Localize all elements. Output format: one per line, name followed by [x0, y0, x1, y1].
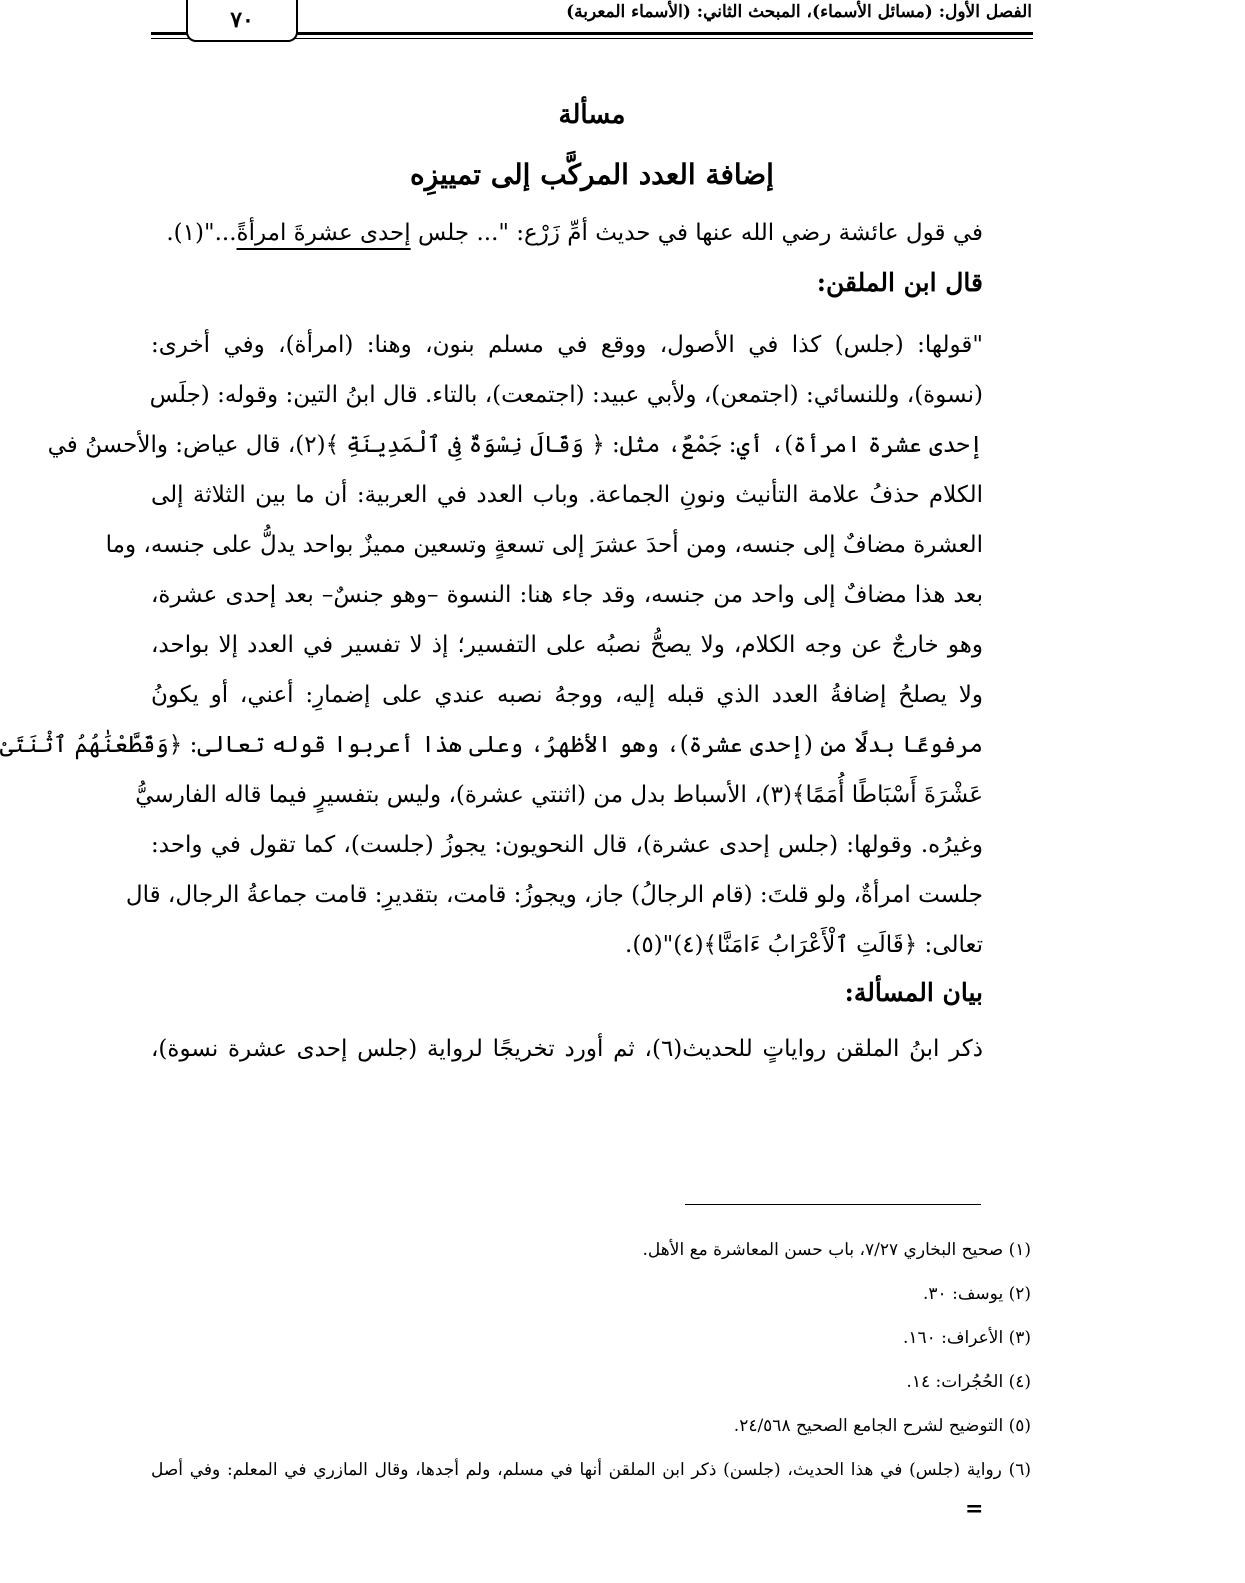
heading-quote: قال ابن الملقن: [816, 268, 983, 297]
footnotes [151, 1228, 1031, 1492]
main-text [0, 208, 984, 1074]
continuation-mark: = [965, 1496, 984, 1522]
quote-line: (نسوة)، وللنسائي: (اجتمعن)، ولأبي عبيد: (اجتمعت)، بالتاء. قال ابنُ التين: وقوله: (جلَس [149, 382, 983, 408]
footnote-separator [685, 1204, 981, 1205]
heading-explanation: بيان المسألة: [844, 978, 983, 1007]
footnote: (٣) الأعراف: ١٦٠. [902, 1328, 1031, 1348]
intro-pre: في قول عائشة رضي الله عنها في حديث أمِّ زَرْع: "... جلس [410, 220, 983, 246]
quote-line: عَشْرَةَ أَسْبَاطًا أُمَمًا﴾(٣)، الأسباط بدل من (اثنتي عشرة)، وليس بتفسيرٍ فيما قاله الفارسيُّ [135, 782, 983, 808]
issue-title: مسألة [558, 100, 626, 130]
running-head: الفصل الأول: (مسائل الأسماء)، المبحث الثاني: (الأسماء المعربة) [566, 2, 1032, 22]
quote-line: العشرة مضافٌ إلى جنسه، ومن أحدَ عشرَ إلى تسعةٍ وتسعين مميزٌ بواحد يدلُّ على جنسه، وما [105, 532, 983, 558]
footnote: (٦) رواية (جلس) في هذا الحديث، (جلسن) ذكر ابن الملقن أنها في مسلم، ولم أجدها، وقال المازري في المعلم: وفي أصل [151, 1460, 1031, 1480]
explanation-line: ذكر ابنُ الملقن رواياتٍ للحديث(٦)، ثم أورد تخريجًا لرواية (جلس إحدى عشرة نسوة)، [151, 1036, 984, 1062]
quote-line: إحدى عشرة امرأة)، أي: جَمْعٌ، مثل: ﴿ وَقَالَ نِسْوَةٌ فِى ٱلْمَدِينَةِ ﴾(٢)، قال عياض: والأحسنُ في [47, 432, 983, 458]
footnote: (٤) الحُجُرات: ١٤. [906, 1372, 1031, 1392]
intro-underlined-phrase: إحدى عشرةَ امرأةً [236, 220, 411, 246]
page-number: ٧٠ [186, 0, 298, 42]
quote-line: مرفوعًا بدلًا من (إحدى عشرة)، وهو الأظهرُ، وعلى هذا أعربوا قوله تعالى: ﴿وَقَطَّعْنَٰهُمُ ٱثْنَتَىْ [0, 732, 983, 758]
quote-line: وغيرُه. وقولها: (جلس إحدى عشرة)، قال النحويون: يجوزُ (جلست)، كما تقول في واحد: [151, 832, 983, 858]
quote-line: "قولها: (جلس) كذا في الأصول، ووقع في مسلم بنون، وهنا: (امرأة)، وفي أخرى: [151, 332, 983, 358]
footnote: (٢) يوسف: ٣٠. [923, 1284, 1031, 1304]
intro-post: ..."(١). [166, 220, 237, 246]
quote-line: ولا يصلحُ إضافةُ العدد الذي قبله إليه، ووجهُ نصبه عندي على إضمارِ: أعني، أو يكونُ [151, 682, 983, 708]
quote-line: بعد هذا مضافٌ إلى واحد من جنسه، وقد جاء هنا: النسوة –وهو جنسٌ– بعد إحدى عشرة، [151, 582, 983, 608]
quote-line: الكلام حذفُ علامة التأنيث ونونِ الجماعة. وباب العدد في العربية: أن ما بين الثلاثة إلى [151, 482, 983, 508]
footnote: (٥) التوضيح لشرح الجامع الصحيح ٢٤/٥٦٨. [733, 1416, 1031, 1436]
quote-line: وهو خارجٌ عن وجه الكلام، ولا يصحُّ نصبُه على التفسير؛ إذ لا تفسير في العدد إلا بواحد، [151, 632, 983, 658]
footnote: (١) صحيح البخاري ٧/٢٧، باب حسن المعاشرة مع الأهل. [642, 1240, 1031, 1260]
intro-line [151, 208, 983, 258]
quote-line: جلست امرأةٌ، ولو قلتَ: (قام الرجالُ) جاز، ويجوزُ: قامت، بتقديرِ: قامت جماعةُ الرجال، قال [125, 882, 983, 908]
subject-title: إضافة العدد المركَّب إلى تمييزِه [410, 158, 774, 191]
quote-line: تعالى: ﴿قَالَتِ ٱلْأَعْرَابُ ءَامَنَّا﴾(٤)"(٥). [625, 932, 983, 958]
